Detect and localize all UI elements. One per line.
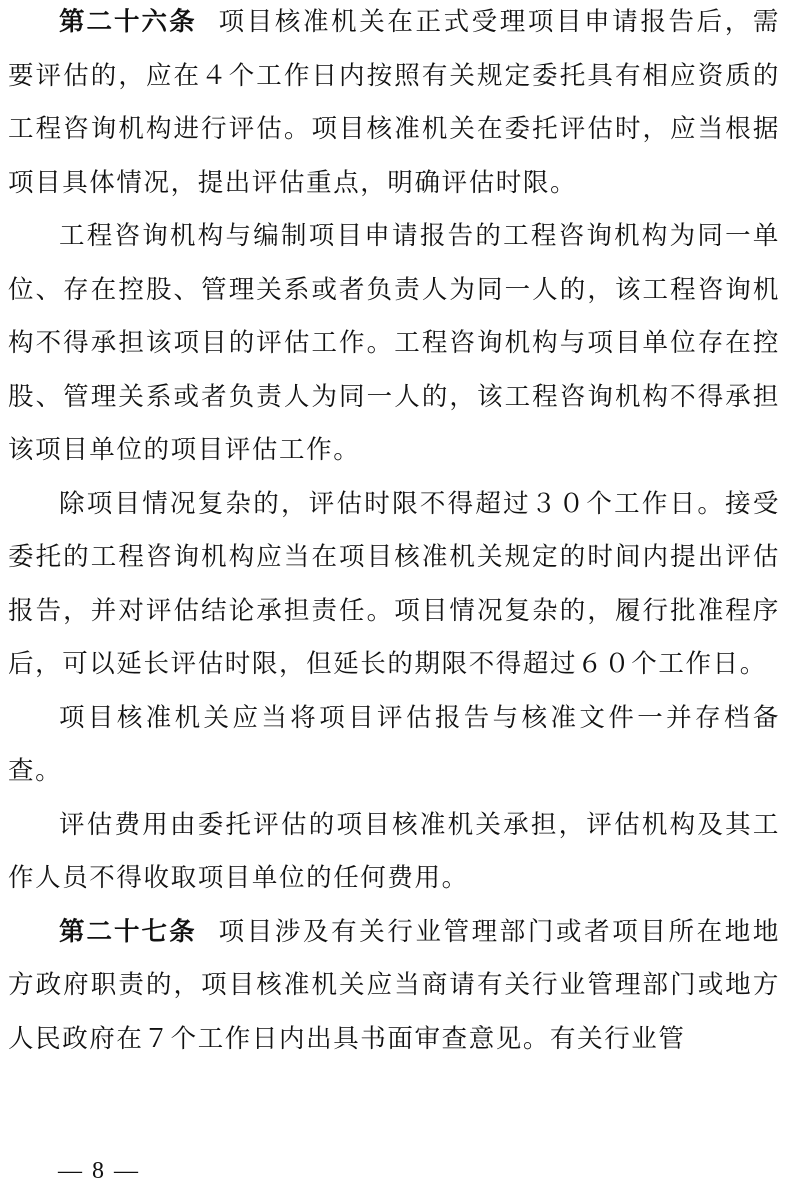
- paragraph-article-26: [8, 0, 780, 210]
- paragraph-evaluation-time-limit: [8, 478, 780, 692]
- paragraph-text: 评估费用由委托评估的项目核准机关承担，评估机构及其工作人员不得收取项目单位的任何费用。: [8, 809, 780, 893]
- paragraph-conflict-of-interest: [8, 210, 780, 478]
- page-number: — 8 —: [58, 1158, 140, 1184]
- paragraph-text: 除项目情况复杂的，评估时限不得超过３０个工作日。接受委托的工程咨询机构应当在项目核准机关规定的时间内提出评估报告，并对评估结论承担责任。项目情况复杂的，履行批准程序后，可以延长评估时限，但延长的期限不得超过６０个工作日。: [8, 488, 780, 679]
- article-heading: 第二十七条: [59, 916, 197, 947]
- paragraph-text: 工程咨询机构与编制项目申请报告的工程咨询机构为同一单位、存在控股、管理关系或者负责人为同一人的，该工程咨询机构不得承担该项目的评估工作。工程咨询机构与项目单位存在控股、管理关系或者负责人为同一人的，该工程咨询机构不得承担该项目单位的项目评估工作。: [8, 221, 780, 465]
- paragraph-text: 项目核准机关在正式受理项目申请报告后，需要评估的，应在４个工作日内按照有关规定委托具有相应资质的工程咨询机构进行评估。项目核准机关在委托评估时，应当根据项目具体情况，提出评估重点，明确评估时限。: [8, 7, 780, 198]
- article-heading: 第二十六条: [59, 7, 197, 37]
- paragraph-text: 项目核准机关应当将项目评估报告与核准文件一并存档备查。: [8, 702, 780, 786]
- document-body: [8, 0, 780, 1066]
- paragraph-article-27: [8, 906, 780, 1067]
- paragraph-text: 项目涉及有关行业管理部门或者项目所在地地方政府职责的，项目核准机关应当商请有关行业管理部门或地方人民政府在７个工作日内出具书面审查意见。有关行业管: [8, 916, 780, 1054]
- paragraph-archiving: [8, 692, 780, 799]
- paragraph-evaluation-fees: [8, 799, 780, 906]
